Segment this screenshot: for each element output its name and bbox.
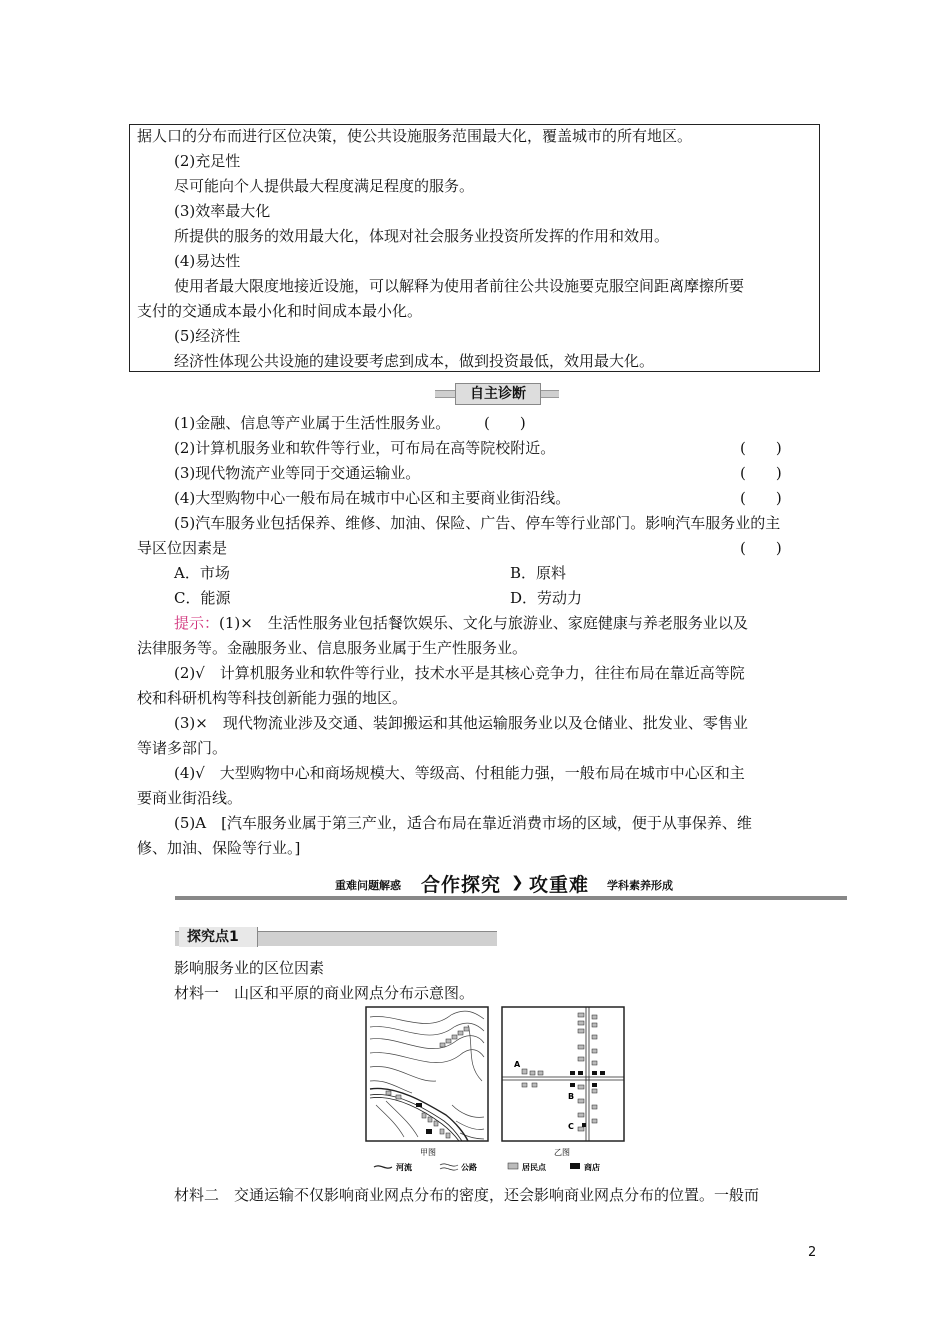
hint-3b: 等诸多部门。 xyxy=(137,739,228,757)
hint-1a xyxy=(174,613,748,633)
section-title-b: 攻重难 xyxy=(529,874,590,896)
section-left-text: 重难问题解惑 xyxy=(335,879,401,892)
box-line-3: 尽可能向个人提供最大程度满足程度的服务。 xyxy=(174,177,475,195)
diagnosis-title: 自主诊断 xyxy=(455,383,541,405)
option-a: A．市场 xyxy=(174,564,230,582)
box-line-10: 经济性体现公共设施的建设要考虑到成本，做到投资最低，效用最大化。 xyxy=(174,352,655,370)
hint-5a: (5)A [汽车服务业属于第三产业，适合布局在靠近消费市场的区域，便于从事保养、维 xyxy=(174,814,752,832)
box-line-4: (3)效率最大化 xyxy=(174,202,271,220)
option-c: C．能源 xyxy=(174,589,231,607)
box-line-8: 支付的交通成本最小化和时间成本最小化。 xyxy=(137,302,423,320)
question-1: (1)金融、信息等产业属于生活性服务业。 xyxy=(174,414,451,432)
explore-topic: 影响服务业的区位因素 xyxy=(174,959,325,977)
box-line-5: 所提供的服务的效用最大化，体现对社会服务业投资所发挥的作用和效用。 xyxy=(174,227,670,245)
option-b: B．原料 xyxy=(510,564,567,582)
legend-residential: 居民点 xyxy=(522,1163,546,1172)
commerce-map-figure xyxy=(356,1005,630,1175)
material-2: 材料二 交通运输不仅影响商业网点分布的密度，还会影响商业网点分布的位置。一般而 xyxy=(174,1186,760,1204)
commerce-map-svg xyxy=(356,1005,630,1175)
hint-5b: 修、加油、保险等行业。] xyxy=(137,839,301,857)
legend-road: 公路 xyxy=(461,1163,477,1172)
question-2: (2)计算机服务业和软件等行业，可布局在高等院校附近。 xyxy=(174,439,556,457)
hint-1b: 法律服务等。金融服务业、信息服务业属于生产性服务业。 xyxy=(137,639,528,657)
point-b-label: B xyxy=(568,1092,575,1101)
box-line-7: 使用者最大限度地接近设施，可以解释为使用者前往公共设施要克服空间距离摩擦所要 xyxy=(174,277,745,295)
shops-right xyxy=(570,1071,605,1127)
question-4-paren: ( ) xyxy=(740,489,782,507)
page-number: 2 xyxy=(808,1245,817,1260)
map-right-frame xyxy=(502,1007,624,1141)
question-5a: (5)汽车服务业包括保养、维修、加油、保险、广告、停车等行业部门。影响汽车服务业的主 xyxy=(174,514,781,532)
question-4: (4)大型购物中心一般布局在城市中心区和主要商业街沿线。 xyxy=(174,489,571,507)
hint-2a: (2)√ 计算机服务业和软件等行业，技术水平是其核心竞争力，往往布局在靠近高等院 xyxy=(174,664,745,682)
legend-river: 河流 xyxy=(396,1163,412,1172)
hint-4b: 要商业街沿线。 xyxy=(137,789,243,807)
residential-legend-icon xyxy=(508,1163,518,1169)
explore-badge-label: 探究点1 xyxy=(179,927,258,947)
shop-legend-icon xyxy=(570,1163,580,1169)
hint-1a-text: (1)× 生活性服务业包括餐饮娱乐、文化与旅游业、家庭健康与养老服务业以及 xyxy=(219,614,748,632)
legend-shop: 商店 xyxy=(584,1163,600,1172)
road-legend-icon-b xyxy=(440,1168,458,1170)
box-line-1: 据人口的分布而进行区位决策，使公共设施服务范围最大化，覆盖城市的所有地区。 xyxy=(137,127,693,145)
section-right-text: 学科素养形成 xyxy=(607,879,673,892)
box-line-2: (2)充足性 xyxy=(174,152,241,170)
river-line xyxy=(370,1088,468,1141)
chevron-right-icon: ❯ xyxy=(511,873,525,891)
question-3-paren: ( ) xyxy=(740,464,782,482)
box-line-6: (4)易达性 xyxy=(174,252,241,270)
section-header xyxy=(175,868,847,902)
river-legend-icon xyxy=(374,1166,392,1168)
question-3: (3)现代物流产业等同于交通运输业。 xyxy=(174,464,421,482)
hint-2b: 校和科研机构等科技创新能力强的地区。 xyxy=(137,689,408,707)
material-1: 材料一 山区和平原的商业网点分布示意图。 xyxy=(174,984,475,1002)
option-d: D．劳动力 xyxy=(510,589,583,607)
question-2-paren: ( ) xyxy=(740,439,782,457)
explore-badge xyxy=(175,927,497,947)
point-c-label: C xyxy=(568,1122,574,1131)
hint-3a: (3)× 现代物流业涉及交通、装卸搬运和其他运输服务业以及仓储业、批发业、零售业 xyxy=(174,714,748,732)
map-left-label: 甲图 xyxy=(420,1148,436,1157)
point-a-label: A xyxy=(514,1060,521,1069)
hint-label: 提示： xyxy=(174,614,220,632)
hint-4a: (4)√ 大型购物中心和商场规模大、等级高、付租能力强，一般布局在城市中心区和主 xyxy=(174,764,745,782)
road-legend-icon-a xyxy=(440,1164,458,1166)
map-right-label: 乙图 xyxy=(554,1148,570,1157)
question-1-paren: ( ) xyxy=(484,414,526,432)
diagnosis-badge xyxy=(435,382,559,404)
box-line-9: (5)经济性 xyxy=(174,327,241,345)
section-title-a: 合作探究 xyxy=(421,874,502,896)
question-5-paren: ( ) xyxy=(740,539,782,557)
question-5b: 导区位因素是 xyxy=(137,539,228,557)
